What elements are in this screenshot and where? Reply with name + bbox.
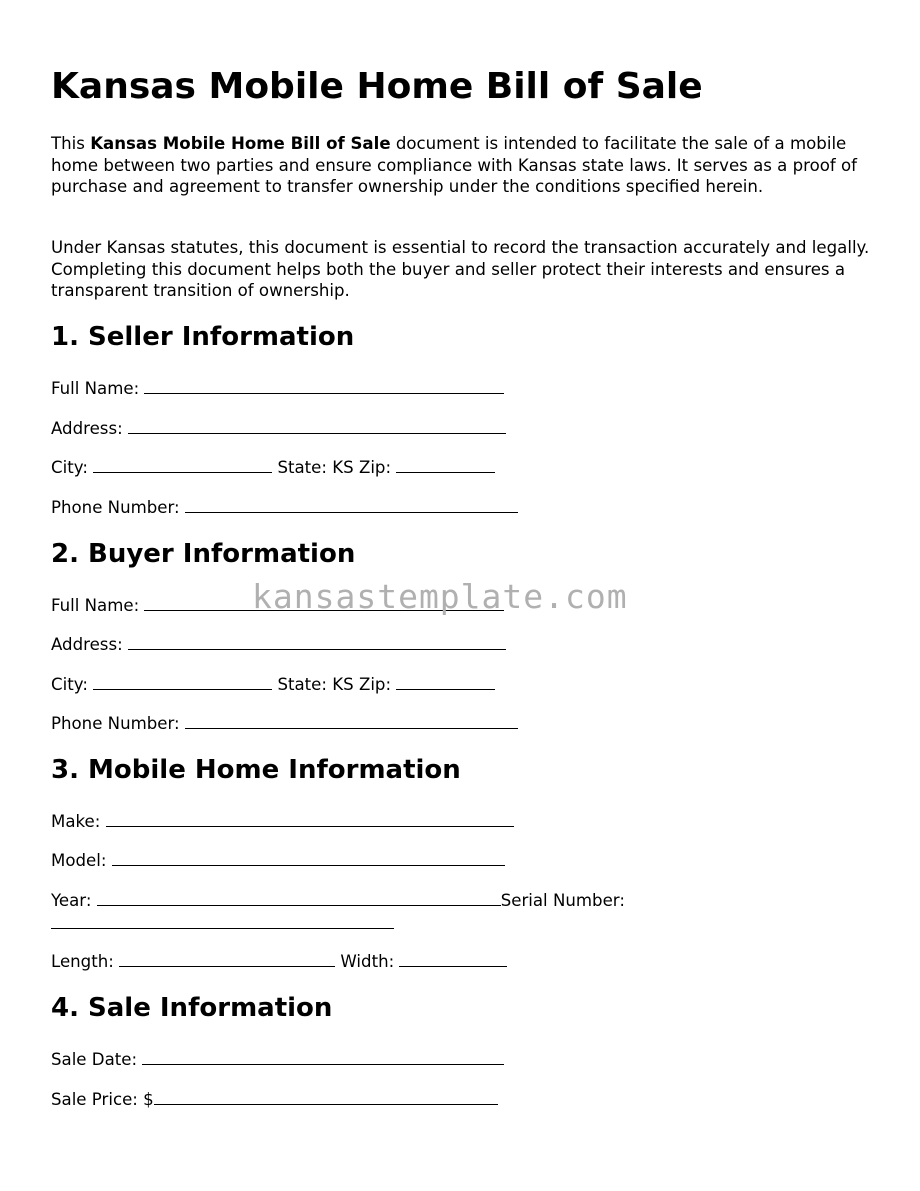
seller-phone-label: Phone Number: xyxy=(51,498,180,517)
intro-p1-bold: Kansas Mobile Home Bill of Sale xyxy=(90,134,391,153)
buyer-address-label: Address: xyxy=(51,635,123,654)
length-width-field[interactable] xyxy=(51,951,507,972)
intro-p1-prefix: This xyxy=(51,134,91,153)
page-title: Kansas Mobile Home Bill of Sale xyxy=(51,66,703,107)
seller-address-field[interactable] xyxy=(51,418,506,439)
mobile-home-heading: 3. Mobile Home Information xyxy=(51,755,461,785)
buyer-heading: 2. Buyer Information xyxy=(51,539,356,569)
buyer-full-name-label: Full Name: xyxy=(51,596,140,615)
intro-paragraph-1 xyxy=(51,133,881,198)
serial-number-label: Serial Number: xyxy=(500,891,625,910)
seller-state-zip-label: State: KS Zip: xyxy=(277,458,392,477)
buyer-zip-line[interactable] xyxy=(396,674,495,690)
sale-price-line[interactable] xyxy=(154,1089,498,1105)
length-label: Length: xyxy=(51,952,114,971)
seller-city-line[interactable] xyxy=(93,457,272,473)
buyer-city-label: City: xyxy=(51,675,88,694)
buyer-phone-field[interactable] xyxy=(51,713,518,734)
seller-full-name-label: Full Name: xyxy=(51,379,140,398)
buyer-address-field[interactable] xyxy=(51,634,506,655)
width-label: Width: xyxy=(340,952,395,971)
seller-full-name-line[interactable] xyxy=(144,378,504,394)
sale-date-field[interactable] xyxy=(51,1049,504,1070)
watermark-text: kansastemplate.com xyxy=(252,577,628,616)
year-serial-field[interactable] xyxy=(51,890,625,911)
buyer-city-state-zip-field[interactable] xyxy=(51,674,495,695)
buyer-phone-label: Phone Number: xyxy=(51,714,180,733)
sale-price-label: Sale Price: $ xyxy=(51,1090,154,1109)
sale-price-field[interactable] xyxy=(51,1089,498,1110)
buyer-city-line[interactable] xyxy=(93,674,272,690)
sale-heading: 4. Sale Information xyxy=(51,993,333,1023)
buyer-address-line[interactable] xyxy=(128,634,506,650)
length-line[interactable] xyxy=(119,951,335,967)
make-label: Make: xyxy=(51,812,101,831)
seller-address-label: Address: xyxy=(51,419,123,438)
model-field[interactable] xyxy=(51,850,505,871)
serial-number-line[interactable] xyxy=(51,913,394,929)
buyer-state-zip-label: State: KS Zip: xyxy=(277,675,392,694)
sale-date-label: Sale Date: xyxy=(51,1050,138,1069)
sale-date-line[interactable] xyxy=(142,1049,504,1065)
intro-paragraph-2: Under Kansas statutes, this document is essential to record the transaction accurately and legally. Completing this document helps both the buyer and seller protect their interests and ensures a transparent transition of ownership. xyxy=(51,238,870,300)
intro-p1-suffix: document is intended to facilitate the sale of a mobile home between two parties and ensure compliance with Kansas state laws. It serves as a proof of purchase and agreement to transfer ownership under the conditions specified herein. xyxy=(51,134,858,196)
serial-number-line-row[interactable] xyxy=(51,913,394,934)
year-label: Year: xyxy=(51,891,92,910)
width-line[interactable] xyxy=(399,951,507,967)
seller-full-name-field[interactable] xyxy=(51,378,504,399)
buyer-phone-line[interactable] xyxy=(185,713,518,729)
year-line[interactable] xyxy=(97,890,501,906)
seller-phone-field[interactable] xyxy=(51,497,518,518)
seller-city-label: City: xyxy=(51,458,88,477)
seller-city-state-zip-field[interactable] xyxy=(51,457,495,478)
seller-phone-line[interactable] xyxy=(185,497,518,513)
make-line[interactable] xyxy=(106,811,514,827)
make-field[interactable] xyxy=(51,811,514,832)
model-label: Model: xyxy=(51,851,107,870)
seller-address-line[interactable] xyxy=(128,418,506,434)
seller-zip-line[interactable] xyxy=(396,457,495,473)
seller-heading: 1. Seller Information xyxy=(51,322,355,352)
model-line[interactable] xyxy=(112,850,505,866)
